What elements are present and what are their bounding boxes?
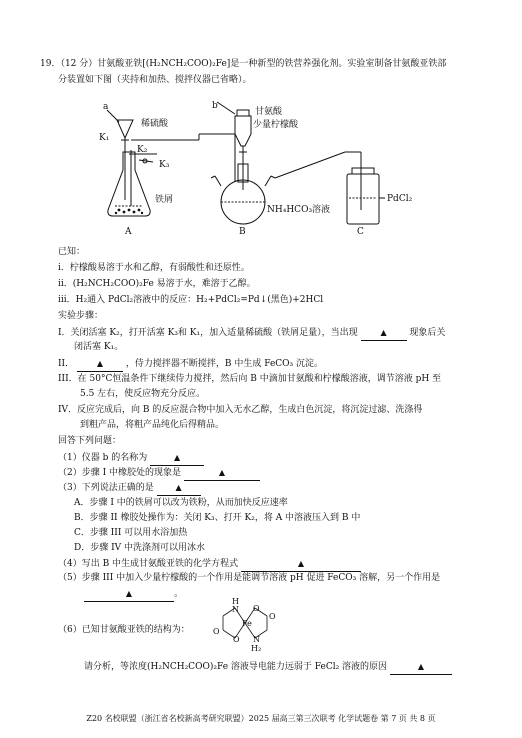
steps-title: 实验步骤： [58,311,104,321]
question-6: （6）已知甘氨酸亚铁的结构为： [58,625,190,635]
label-k2: K₂ [137,145,148,155]
question-3 [58,481,201,496]
triangle-icon: ▲ [297,559,305,568]
triangle-icon: ▲ [417,662,425,671]
struct-o-right: O [269,612,276,621]
option-b: B．步骤 II 橡胶处操作为：关闭 K₃、打开 K₂，将 A 中溶液压入到 B 中 [74,513,361,523]
question-4-text: （4）写出 B 中生成甘氨酸亚铁的化学方程式 [58,559,239,569]
step-1-text-end: 现象后关 [409,328,446,338]
label-glycine: 甘氨酸 [255,107,283,117]
triangle-icon: ▲ [175,483,182,492]
known-i: i．柠檬酸易溶于水和乙醇，有弱酸性和还原性。 [58,263,250,273]
step-1-line2: 闭活塞 K₁。 [74,342,124,352]
step-3-line1: III．在 50°C恒温条件下继续侍力搅拌，然后向 B 中滴加甘氨酸和柠檬酸溶液，调节溶液 pH 至 [58,374,442,384]
struct-n-top: N [232,605,239,614]
apparatus-diagram [95,100,435,240]
step-1-line1 [58,326,445,341]
answer-blank-q1 [150,451,204,466]
step-2 [58,357,323,372]
label-nh4hco3-solution: NH₄HCO₃溶液 [267,205,331,215]
label-k1: K₁ [99,133,110,143]
step-3-line2: 5.5 左右，使反应物充分反应。 [80,389,206,399]
step-4-line2: 到粗产品，将粗产品纯化后得精品。 [80,420,225,430]
struct-o-bottom: O [233,635,240,644]
label-iron-scraps: 铁屑 [155,195,174,205]
iron-scraps [115,209,143,215]
question-5: （5）步骤 III 中加入少量柠檬酸的一个作用是能调节溶液 pH 促进 FeCO₃ 溶解，另一个作用是 [58,573,441,583]
known-iii: iii．H₂通入 PdCl₂溶液中的反应：H₂+PdCl₂=Pd↓(黑色)+2HCl [58,295,324,305]
question-6b-text: 请分析，等浓度(H₂NCH₂COO)₂Fe 溶液导电能力远弱于 FeCl₂ 溶液的原因 [84,662,388,672]
question-19-line1: 19．（12 分）甘氨酸亚铁[(H₂NCH₂COO)₂Fe]是一种新型的铁营养强化剂。实验室制备甘氨酸亚铁部 [40,59,447,69]
known-title: 已知： [58,247,86,257]
answer-blank-q3 [157,481,201,496]
glycine-iron-structure [205,598,295,653]
page-footer: Z20 名校联盟（浙江省名校新高考研究联盟）2025 届高三第三次联考 化学试题卷 第 7 页 共 8 页 [86,714,436,723]
tube-to-c [275,152,361,210]
question-19-line2: 分装置如下图（夹持和加热、搅拌仪器已省略）。 [58,75,252,85]
caption-a: A [125,227,132,237]
question-4 [58,557,361,572]
label-dilute-sulfuric-acid: 稀硫酸 [141,119,169,129]
answer-blank-step1 [361,326,407,341]
label-k3: K₃ [159,160,170,170]
questions-title: 回答下列问题： [58,436,122,446]
struct-h2: H₂ [251,644,262,653]
dropping-funnel-a [107,110,133,200]
triangle-icon: ▲ [218,468,225,477]
caption-b: B [239,227,246,237]
step-2-text: ，侍力搅拌器不断搅拌，B 中生成 FeCO₃ 沉淀。 [125,359,324,369]
question-3-text: （3）下列说法正确的是 [58,483,154,493]
question-5-blank-line: ▲ 。 [84,587,183,602]
answer-blank-q4 [241,557,361,572]
known-ii: ii．(H₂NCH₂COO)₂Fe 易溶于水，难溶于乙醇。 [58,279,256,289]
step-2-label: II． [58,359,75,369]
triangle-icon: ▲ [174,453,181,462]
label-b: b [212,101,218,111]
answer-blank-q2 [184,466,260,481]
answer-blank-q5 [84,587,174,602]
label-a: a [103,102,109,112]
caption-c: C [357,227,364,237]
question-6-part-b [84,660,452,675]
wash-bottle-c [347,168,385,224]
struct-fe: Fe [242,619,252,628]
struct-o-top: O [253,604,260,613]
answer-blank-q6 [390,660,452,675]
struct-n-bottom: N [253,635,260,644]
triangle-icon: ▲ [380,328,387,337]
step-1-text: I．关闭活塞 K₂，打开活塞 K₃和 K₁，加入适量稀硫酸（铁屑足量），当出现 [58,328,358,338]
triangle-icon: ▲ [96,359,104,368]
question-1 [58,451,204,466]
question-2-text: （2）步骤 I 中橡胶处的现象是 [58,468,182,478]
label-citric-acid: 少量柠檬酸 [253,120,299,130]
option-c: C．步骤 III 可以用水浴加热 [74,528,188,538]
dropping-funnel-b [217,102,251,190]
struct-nh-h: H [232,598,239,606]
option-d: D．步骤 IV 中洗涤剂可以用冰水 [74,543,205,553]
flask-a [108,152,150,216]
struct-o-left: O [213,627,220,636]
label-pdcl2: PdCl₂ [387,194,413,204]
question-1-text: （1）仪器 b 的名称为 [58,453,148,463]
triangle-icon: ▲ [125,589,133,598]
answer-blank-step2 [77,357,123,372]
step-4-line1: IV．反应完成后，向 B 的反应混合物中加入无水乙醇，生成白色沉淀，将沉淀过滤、洗涤得 [58,405,423,415]
option-a: A．步骤 I 中的铁屑可以改为铁粉，从而加快反应速率 [74,498,288,508]
question-2 [58,466,260,481]
